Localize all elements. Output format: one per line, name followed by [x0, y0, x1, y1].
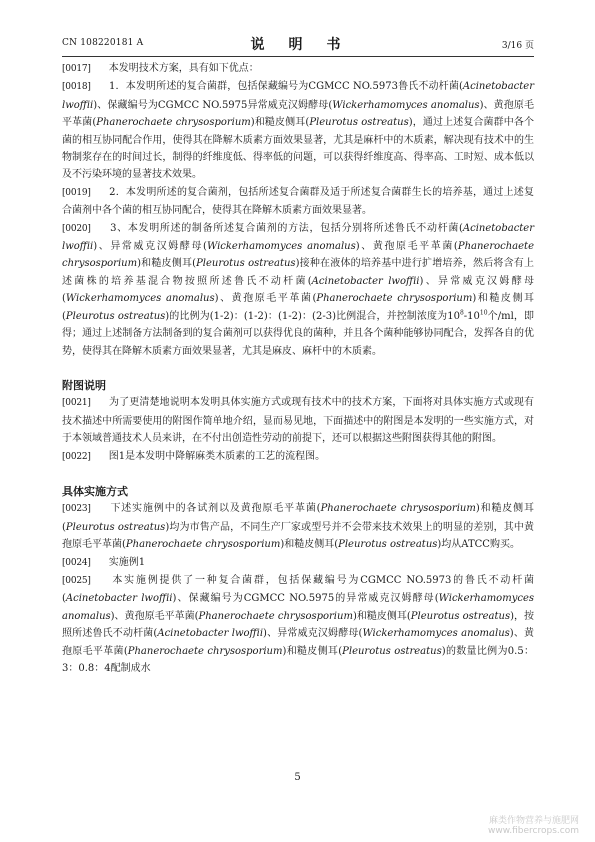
latin-name: Wickerhamomyces anomalus — [332, 99, 480, 111]
text-run: )均从ATCC购买。 — [437, 539, 520, 551]
latin-name: Phanerochaete chrysosporium — [316, 293, 473, 305]
paragraph-tag: [0018] — [62, 82, 91, 93]
paragraph-0020 — [62, 220, 534, 360]
paragraph-0025 — [62, 572, 534, 677]
latin-name: Wickerhamomyces anomalus — [362, 628, 510, 640]
paragraph-text: 2．本发明所述的复合菌剂，包括所述复合菌群及适于所述复合菌群生长的培养基，通过上述复合菌剂中各个菌的相互协同配合，使得其在降解木质素方面效果显著。 — [62, 186, 534, 217]
latin-name: Phanerochaete chrysosporium — [125, 539, 281, 551]
paragraph-tag: [0023] — [62, 504, 91, 515]
paragraph-tag: [0024] — [62, 557, 91, 568]
text-run: )、黄孢原毛平革菌( — [355, 241, 458, 253]
latin-name: Phanerochaete chrysosporium — [62, 241, 534, 270]
paragraph-text: 图1是本发明中降解麻类木质素的工艺的流程图。 — [108, 450, 326, 462]
text-run: )、黄孢原毛平革菌( — [62, 99, 535, 129]
paragraph-0022 — [62, 448, 534, 466]
latin-name: Pleurotus ostreatus — [196, 258, 296, 270]
text-run: )和糙皮侧耳( — [280, 539, 339, 551]
page-indicator: 3/16 页 — [501, 41, 534, 51]
document-body — [62, 60, 534, 677]
text-run: )、保藏编号为CGMCC NO.5975异常威克汉姆酵母( — [93, 99, 333, 111]
latin-name: Acinetobacter lwoffii — [65, 593, 173, 605]
watermark-text: 麻类作物营养与施肥网 — [488, 816, 579, 826]
text-run: )、黄孢原毛平革菌( — [214, 293, 317, 305]
text-run: -10 — [463, 310, 480, 322]
text-run: )和糙皮侧耳( — [352, 610, 411, 622]
text-run: 本实施例提供了一种复合菌群，包括保藏编号为CGMCC NO.5973的鲁氏不动杆菌( — [62, 574, 534, 605]
text-run: 3、本发明所述的制备所述复合菌剂的方法，包括分别将所述鲁氏不动杆菌( — [110, 222, 463, 234]
text-run: )的比例为(1-2)：(1-2)：(1-2)：(2-3)比例混合，并控制浓度为10 — [165, 310, 460, 322]
paragraph-0024 — [62, 554, 534, 572]
paragraph-tag: [0017] — [62, 64, 91, 74]
header-rule — [62, 56, 534, 57]
text-run: )、异常威克汉姆酵母( — [263, 628, 363, 640]
paragraph-0018 — [62, 78, 534, 183]
text-run: )，按照所述鲁氏不动杆菌( — [62, 610, 535, 640]
paragraph-tag: [0025] — [62, 575, 91, 586]
latin-name: Phanerochaete chrysosporium — [127, 645, 283, 657]
text-run: )和糙皮侧耳( — [137, 258, 197, 270]
paragraph-0019 — [62, 184, 534, 220]
text-run: )和糙皮侧耳( — [250, 117, 310, 129]
latin-name: Pleurotus ostreatus — [338, 539, 438, 551]
section-heading-figures: 附图说明 — [62, 378, 106, 392]
text-run: )和糙皮侧耳( — [282, 645, 343, 657]
section-heading-embodiments: 具体实施方式 — [62, 484, 128, 498]
latin-name: Wickerhamomyces anomalus — [65, 293, 215, 305]
latin-name: Pleurotus ostreatus — [342, 645, 442, 657]
paragraph-tag: [0020] — [62, 223, 91, 234]
document-title: 说 明 书 — [250, 37, 346, 53]
paragraph-0017 — [62, 60, 534, 78]
paragraph-text: 实施例1 — [108, 556, 146, 568]
latin-name: Phanerochaete chrysosporium — [96, 117, 251, 129]
text-run: 下述实施例中的各试剂以及黄孢原毛平革菌( — [110, 503, 321, 515]
paragraph-tag: [0019] — [62, 187, 91, 198]
text-run: )，通过上述复合菌群中各个菌的相互协同配合作用，使得其在降解木质素方面效果显著，尤其是麻杆中的木质素，解决现有技术中的生物制浆存在的时间过长，制得的纤维度低、得率低的问题，可以获得纤维度高、得率高、工时短、成本低以及不污染环境的显著技术效果。 — [62, 117, 535, 181]
exponent: 8 — [459, 309, 464, 317]
page-number: 5 — [294, 772, 301, 783]
text-run: )、异常威克汉姆酵母( — [93, 241, 207, 253]
watermark-url: www.fibercrops.com — [488, 826, 579, 836]
text-run: )、黄孢原毛平革菌( — [110, 610, 199, 622]
latin-name: Wickerhamomyces anomalus — [206, 241, 356, 253]
page-header — [62, 34, 534, 54]
text-run: )、黄孢原毛平革菌( — [62, 628, 535, 657]
text-run: )的数量比例为0.5：3：0.8：4配制成水 — [62, 645, 535, 674]
latin-name: Acinetobacter lwoffii — [62, 222, 535, 253]
paragraph-text: 为了更清楚地说明本发明具体实施方式或现有技术中的技术方案，下面将对具体实施方式或现有技术描述中所需要使用的附图作简单地介绍，显而易见地，下面描述中的附图是本发明的一些实施方式，对于本领域普通技术人员来讲，在不付出创造性劳动的前提下，还可以根据这些附图获得其他的附图。 — [62, 397, 535, 445]
paragraph-tag: [0022] — [62, 451, 91, 462]
latin-name: Pleurotus ostreatus — [309, 117, 409, 129]
text-run: )均为市售产品，不同生产厂家或型号并不会带来技术效果上的明显的差别，其中黄孢原毛平革菌( — [62, 521, 535, 551]
text-run: )、保藏编号为CGMCC NO.5975的异常威克汉姆酵母( — [172, 593, 439, 605]
latin-name: Pleurotus ostreatus — [65, 310, 166, 322]
latin-name: Acinetobacter lwoffii — [157, 628, 264, 640]
patent-number: CN 108220181 A — [62, 38, 144, 48]
text-run: 1．本发明所述的复合菌群，包括保藏编号为CGMCC NO.5973鲁氏不动杆菌( — [109, 81, 463, 93]
paragraph-text: 本发明技术方案，具有如下优点： — [108, 63, 259, 74]
paragraph-0023 — [62, 500, 534, 553]
text-run: )接种在液体的培养基中进行扩增培养，然后将含有上述菌株的培养基混合物按照所述鲁氏不动杆菌( — [62, 258, 535, 287]
latin-name: Pleurotus ostreatus — [410, 610, 511, 622]
latin-name: Phanerochaete chrysosporium — [320, 503, 476, 515]
latin-name: Acinetobacter lwoffii — [311, 275, 420, 287]
latin-name: Acinetobacter lwoffii — [62, 81, 534, 111]
text-run: )、异常威克汉姆酵母( — [62, 275, 534, 305]
paragraph-tag: [0021] — [62, 398, 91, 409]
latin-name: Wickerhamomyces anomalus — [62, 593, 534, 622]
exponent: 10 — [479, 309, 488, 317]
latin-name: Phanerochaete chrysosporium — [198, 610, 353, 622]
text-run: 个/ml，即得；通过上述制备方法制备到的复合菌剂可以获得优良的菌种，并且各个菌种能够协同配合，发挥各自的优势，使得其在降解木质素方面效果显著，尤其是麻皮、麻杆中的木质素。 — [62, 310, 534, 357]
text-run: )和糙皮侧耳( — [62, 293, 535, 322]
latin-name: Pleurotus ostreatus — [65, 521, 166, 533]
paragraph-0021 — [62, 394, 534, 447]
text-run: )和糙皮侧耳( — [62, 503, 535, 533]
